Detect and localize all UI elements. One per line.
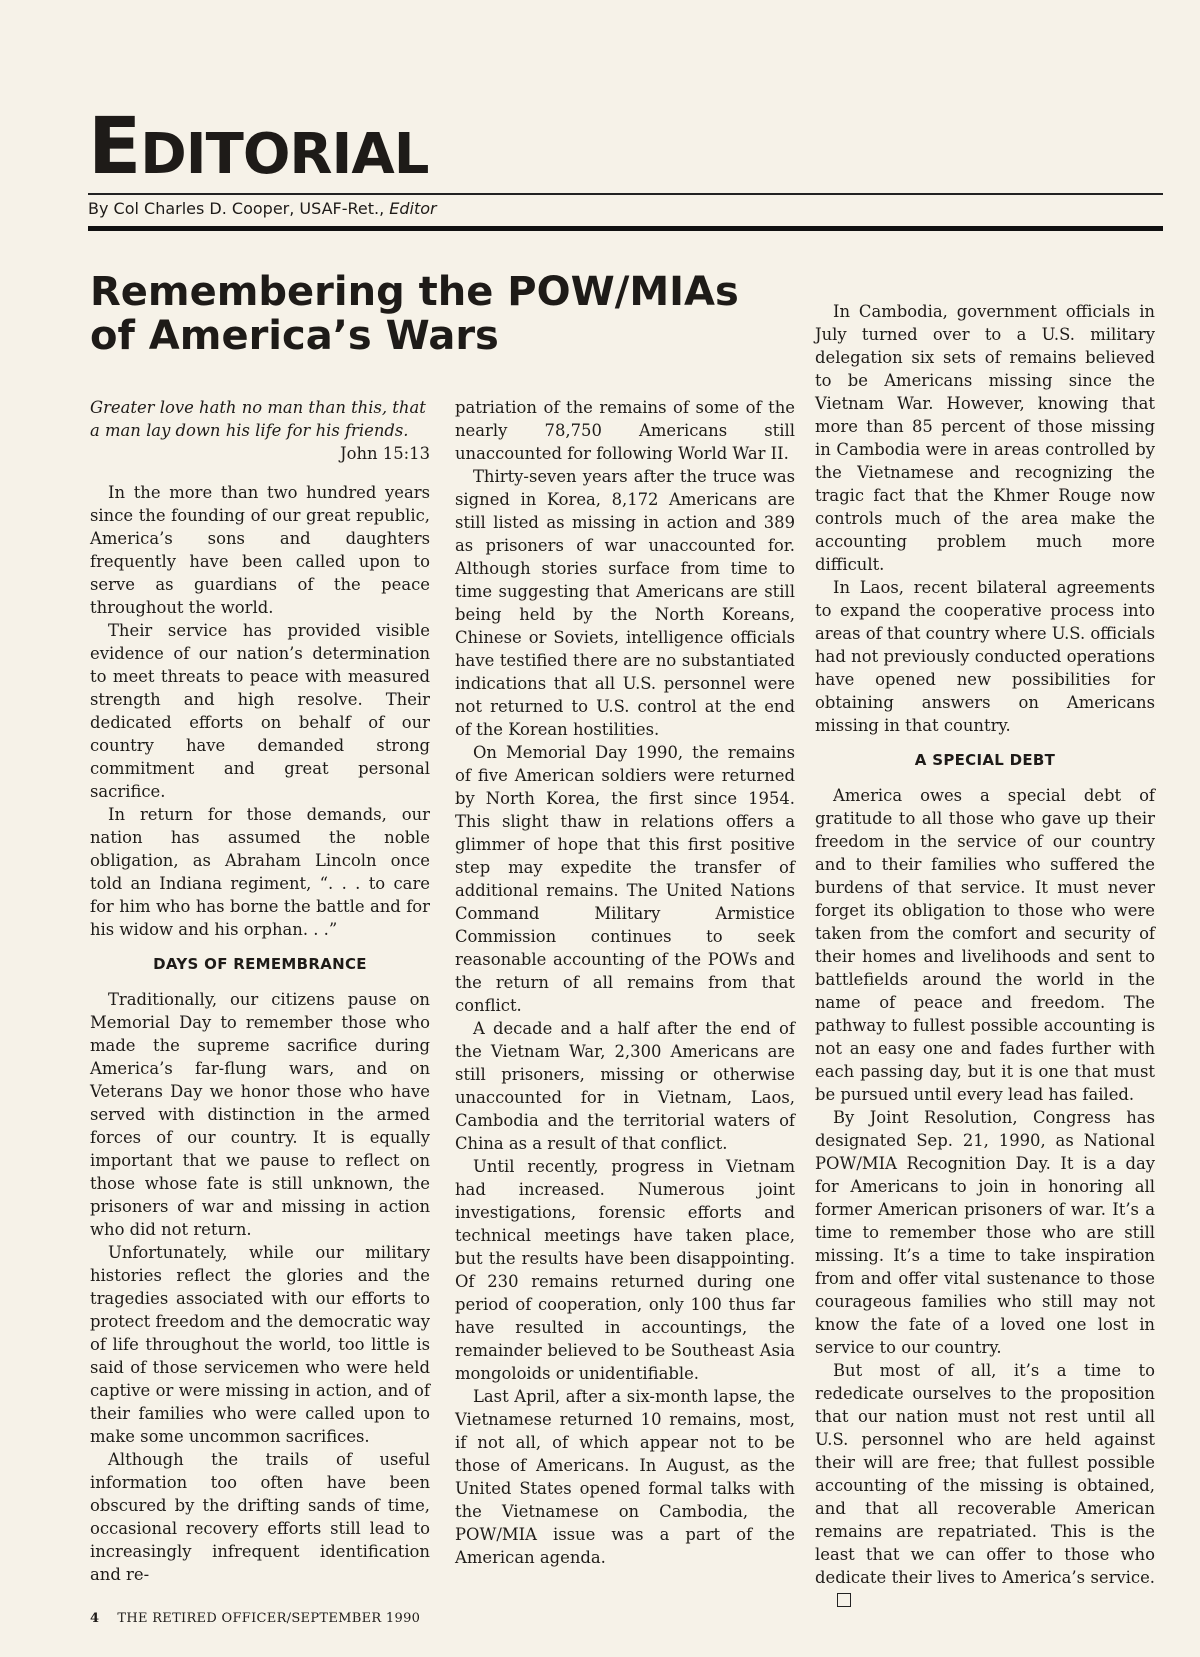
page-number: 4 (90, 1611, 100, 1626)
byline-role: Editor (389, 199, 437, 218)
paragraph: Their service has provided visible evidence of our nation’s determination to meet threats to peace with measured strength and high resolve. Their dedicated efforts on behalf of our country have demanded strong commitment and great personal sacrifice. (90, 621, 430, 801)
article-headline (90, 270, 770, 358)
paragraph: In return for those demands, our nation has assumed the noble obligation, as Abraham Lincoln once told an Indiana regiment, “. . . to care for him who has borne the battle and for his widow and his orphan. . .” (90, 805, 430, 939)
headline-line-1: Remembering the POW/MIAs (90, 269, 739, 315)
subhead-days-of-remembrance: DAYS OF REMEMBRANCE (153, 955, 367, 973)
final-paragraph-text: But most of all, it’s a time to rededicate ourselves to the proposition that our nation must not rest until all U.S. personnel who are held against their will are free; that fullest possible accounting of the missing is obtained, and that all recoverable American remains are repatriated. This is the least that we can offer to those who dedicate their lives to America’s service. (815, 1361, 1155, 1587)
masthead-rest: DITORIAL (140, 122, 429, 187)
paragraph: A decade and a half after the end of the Vietnam War, 2,300 Americans are still prisoners, missing or otherwise unaccounted for in Vietnam, Laos, Cambodia and the territorial waters of China as a result of that conflict. (455, 1019, 795, 1153)
paragraph: In the more than two hundred years since the founding of our great republic, America’s sons and daughters frequently have been called upon to serve as guardians of the peace throughout the world. (90, 483, 430, 617)
publication-line: THE RETIRED OFFICER/SEPTEMBER 1990 (117, 1611, 421, 1626)
subhead-a-special-debt: A SPECIAL DEBT (914, 751, 1056, 769)
paragraph: Until recently, progress in Vietnam had increased. Numerous joint investigations, forensic efforts and technical meetings have taken place, but the results have been disappointing. Of 230 remains returned during one period of cooperation, only 100 thus far have resulted in accountings, the remainder believed to be Southeast Asia mongoloids or unidentifiable. (455, 1157, 795, 1383)
paragraph: Thirty-seven years after the truce was signed in Korea, 8,172 Americans are still listed as missing in action and 389 as prisoners of war unaccounted for. Although stories surface from time to time suggesting that Americans are still being held by the North Koreans, Chinese or Soviets, intelligence officials have testified there are no substantiated indications that all U.S. personnel were not returned to U.S. control at the end of the Korean hostilities. (455, 467, 795, 739)
paragraph: Last April, after a six-month lapse, the Vietnamese returned 10 remains, most, if not all, of which appear not to be those of Americans. In August, as the United States opened formal talks with the Vietnamese on Cambodia, the POW/MIA issue was a part of the American agenda. (455, 1387, 795, 1567)
column-2 (455, 396, 795, 1569)
headline-line-2: of America’s Wars (90, 313, 499, 359)
masthead-initial: E (88, 102, 141, 192)
epigraph: Greater love hath no man than this, that a man lay down his life for his friends. (90, 398, 426, 440)
page-footer (90, 1611, 420, 1626)
column-1 (90, 396, 430, 1586)
paragraph: America owes a special debt of gratitude to all those who gave up their freedom in the service of our country and to their families who suffered the burdens of that service. It must never forget its obligation to those who were taken from the comfort and security of their homes and livelihoods and sent to battlefields around the world in the name of peace and freedom. The pathway to fullest possible accounting is not an easy one and fades further with each passing day, but it is one that must be pursued until every lead has failed. (815, 786, 1155, 1104)
header-rule (88, 193, 1163, 195)
section-rule (88, 226, 1163, 231)
byline-text: By Col Charles D. Cooper, USAF-Ret., (88, 199, 390, 218)
paragraph: By Joint Resolution, Congress has designated Sep. 21, 1990, as National POW/MIA Recognition Day. It is a day for Americans to join in honoring all former American prisoners of war. It’s a time to remember those who are still missing. It’s a time to take inspiration from and offer vital sustenance to those courageous families who still may not know the fate of a loved one lost in service to our country. (815, 1108, 1155, 1357)
paragraph: In Cambodia, government officials in July turned over to a U.S. military delegation six sets of remains believed to be Americans missing since the Vietnam War. However, knowing that more than 85 percent of those missing in Cambodia were in areas controlled by the Vietnamese and recognizing the tragic fact that the Khmer Rouge now controls much of the area make the accounting problem much more difficult. (815, 302, 1155, 574)
paragraph: Unfortunately, while our military histories reflect the glories and the tragedies associated with our efforts to protect freedom and the democratic way of life throughout the world, too little is said of those servicemen who were held captive or were missing in action, and of their families who were called upon to make some uncommon sacrifices. (90, 1243, 430, 1446)
paragraph: In Laos, recent bilateral agreements to expand the cooperative process into areas of that country where U.S. officials had not previously conducted operations have opened new possibilities for obtaining answers on Americans missing in that country. (815, 578, 1155, 735)
column-3 (815, 300, 1155, 1612)
paragraph: Although the trails of useful information too often have been obscured by the drifting sands of time, occasional recovery efforts still lead to increasingly infrequent identification and re- (90, 1450, 430, 1584)
paragraph: patriation of the remains of some of the nearly 78,750 Americans still unaccounted for following World War II. (455, 398, 795, 463)
epigraph-source: John 15:13 (340, 444, 430, 463)
paragraph-final (815, 1359, 1155, 1612)
paragraph: Traditionally, our citizens pause on Memorial Day to remember those who made the supreme sacrifice during America’s far-flung wars, and on Veterans Day we honor those who have served with distinction in the armed forces of our country. It is equally important that we pause to reflect on those whose fate is still unknown, the prisoners of war and missing in action who did not return. (90, 990, 430, 1239)
end-of-article-icon (837, 1593, 851, 1607)
paragraph: On Memorial Day 1990, the remains of five American soldiers were returned by North Korea, the first since 1954. This slight thaw in relations offers a glimmer of hope that this first positive step may expedite the transfer of additional remains. The United Nations Command Military Armistice Commission continues to seek reasonable accounting of the POWs and the return of all remains from that conflict. (455, 743, 795, 1015)
masthead-title (88, 102, 429, 192)
byline (88, 199, 437, 218)
